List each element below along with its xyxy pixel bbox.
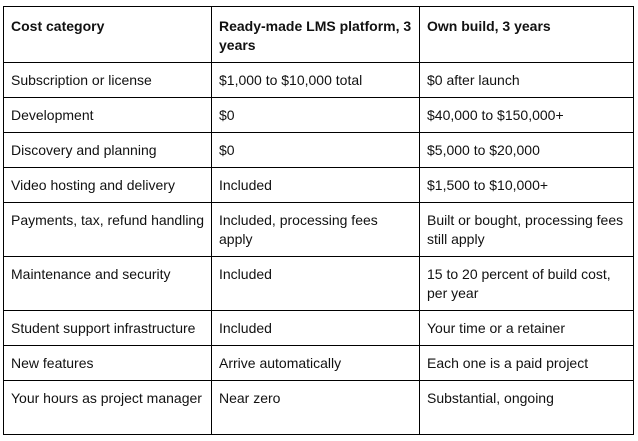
cell-own-build: $40,000 to $150,000+ — [420, 98, 634, 133]
cell-own-build: $1,500 to $10,000+ — [420, 168, 634, 203]
cell-ready-made: Included — [212, 257, 420, 311]
cell-own-build: 15 to 20 percent of build cost, per year — [420, 257, 634, 311]
cell-own-build: Substantial, ongoing — [420, 381, 634, 435]
table-row — [4, 257, 634, 311]
cost-comparison-table — [3, 6, 634, 435]
cell-category: Payments, tax, refund handling — [4, 203, 212, 257]
header-cost-category: Cost category — [4, 7, 212, 63]
table-row — [4, 133, 634, 168]
cell-category: Maintenance and security — [4, 257, 212, 311]
cell-category: Student support infrastructure — [4, 311, 212, 346]
cell-own-build: $5,000 to $20,000 — [420, 133, 634, 168]
cell-category: Discovery and planning — [4, 133, 212, 168]
cell-own-build: $0 after launch — [420, 63, 634, 98]
cell-category: Your hours as project manager — [4, 381, 212, 435]
table-row — [4, 168, 634, 203]
cell-ready-made: Near zero — [212, 381, 420, 435]
table-row — [4, 311, 634, 346]
cell-ready-made: Included, processing fees apply — [212, 203, 420, 257]
table-row — [4, 381, 634, 435]
cell-category: Development — [4, 98, 212, 133]
cell-own-build: Your time or a retainer — [420, 311, 634, 346]
cell-ready-made: $1,000 to $10,000 total — [212, 63, 420, 98]
cell-ready-made: Arrive automatically — [212, 346, 420, 381]
header-ready-made-lms: Ready-made LMS platform, 3 years — [212, 7, 420, 63]
table-row — [4, 203, 634, 257]
cell-ready-made: Included — [212, 168, 420, 203]
cell-category: Subscription or license — [4, 63, 212, 98]
cell-ready-made: $0 — [212, 98, 420, 133]
cell-ready-made: Included — [212, 311, 420, 346]
cell-category: Video hosting and delivery — [4, 168, 212, 203]
cell-own-build: Built or bought, processing fees still apply — [420, 203, 634, 257]
cell-ready-made: $0 — [212, 133, 420, 168]
table-row — [4, 346, 634, 381]
cell-category: New features — [4, 346, 212, 381]
cell-own-build: Each one is a paid project — [420, 346, 634, 381]
table-row — [4, 63, 634, 98]
table-row — [4, 98, 634, 133]
header-own-build: Own build, 3 years — [420, 7, 634, 63]
table-header-row — [4, 7, 634, 63]
